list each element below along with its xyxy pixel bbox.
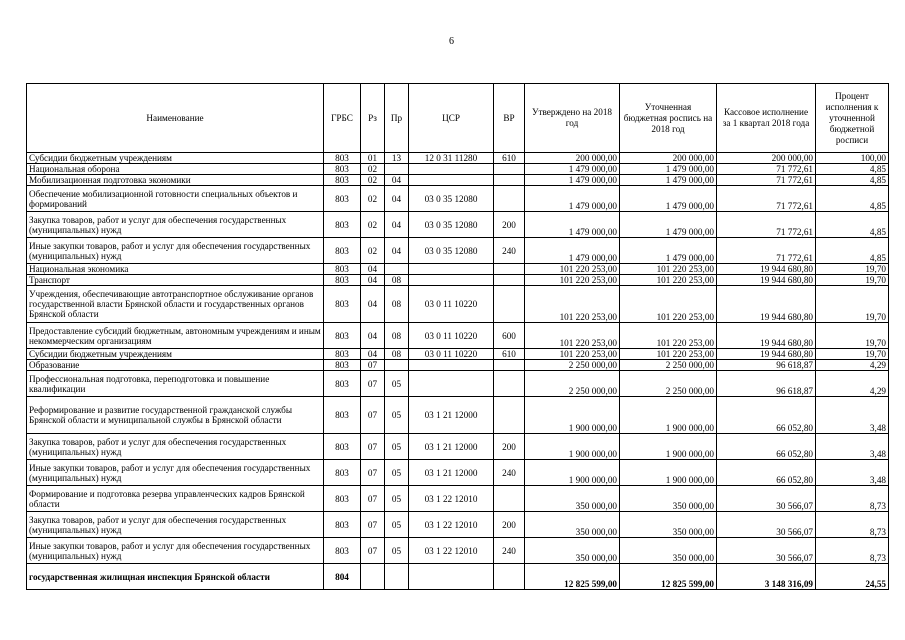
cell-vr — [494, 371, 525, 397]
cell-approved: 1 479 000,00 — [525, 164, 620, 175]
table-row — [27, 564, 889, 590]
cell-vr: 200 — [494, 512, 525, 538]
budget-table — [26, 83, 889, 590]
cell-refined: 1 479 000,00 — [620, 186, 717, 212]
cell-name: Профессиональная подготовка, переподготовка и повышение квалификации — [27, 371, 324, 397]
cell-grbs: 803 — [324, 460, 361, 486]
cell-approved: 101 220 253,00 — [525, 323, 620, 349]
cell-name: Закупка товаров, работ и услуг для обеспечения государственных (муниципальных) нужд — [27, 512, 324, 538]
header-grbs: ГРБС — [324, 84, 361, 153]
cell-vr: 600 — [494, 323, 525, 349]
cell-refined: 1 900 000,00 — [620, 397, 717, 434]
cell-approved: 12 825 599,00 — [525, 564, 620, 590]
cell-rz: 07 — [361, 538, 385, 564]
cell-approved: 1 479 000,00 — [525, 238, 620, 264]
cell-pr: 04 — [385, 186, 409, 212]
cell-percent: 4,85 — [816, 164, 889, 175]
cell-grbs: 803 — [324, 238, 361, 264]
cell-grbs: 803 — [324, 434, 361, 460]
header-row — [27, 84, 889, 153]
cell-grbs: 803 — [324, 275, 361, 286]
cell-csr: 03 0 11 10220 — [409, 323, 494, 349]
cell-approved: 1 900 000,00 — [525, 460, 620, 486]
cell-pr: 05 — [385, 371, 409, 397]
cell-grbs: 803 — [324, 512, 361, 538]
cell-vr — [494, 360, 525, 371]
cell-percent: 19,70 — [816, 275, 889, 286]
cell-approved: 1 479 000,00 — [525, 212, 620, 238]
cell-csr: 03 1 21 12000 — [409, 434, 494, 460]
cell-percent: 4,85 — [816, 238, 889, 264]
cell-name: Закупка товаров, работ и услуг для обеспечения государственных (муниципальных) нужд — [27, 212, 324, 238]
cell-percent: 100,00 — [816, 153, 889, 164]
cell-grbs: 803 — [324, 486, 361, 512]
cell-csr: 03 0 11 10220 — [409, 349, 494, 360]
cell-vr: 240 — [494, 460, 525, 486]
cell-refined: 350 000,00 — [620, 486, 717, 512]
table-row — [27, 238, 889, 264]
cell-refined: 350 000,00 — [620, 512, 717, 538]
cell-percent: 8,73 — [816, 512, 889, 538]
cell-rz: 07 — [361, 486, 385, 512]
cell-grbs: 803 — [324, 153, 361, 164]
cell-rz: 07 — [361, 512, 385, 538]
table-row — [27, 397, 889, 434]
cell-cash: 30 566,07 — [717, 538, 816, 564]
cell-approved: 101 220 253,00 — [525, 349, 620, 360]
cell-approved: 101 220 253,00 — [525, 275, 620, 286]
header-vr: ВР — [494, 84, 525, 153]
cell-name: Предоставление субсидий бюджетным, автономным учреждениям и иным некоммерческим организациям — [27, 323, 324, 349]
cell-vr: 610 — [494, 153, 525, 164]
cell-cash: 30 566,07 — [717, 512, 816, 538]
cell-vr — [494, 486, 525, 512]
cell-rz: 01 — [361, 153, 385, 164]
cell-csr — [409, 360, 494, 371]
cell-name: Закупка товаров, работ и услуг для обеспечения государственных (муниципальных) нужд — [27, 434, 324, 460]
cell-csr: 03 1 21 12000 — [409, 397, 494, 434]
cell-rz: 07 — [361, 360, 385, 371]
header-cash: Кассовое исполнение за 1 квартал 2018 года — [717, 84, 816, 153]
cell-grbs: 803 — [324, 371, 361, 397]
cell-grbs: 803 — [324, 538, 361, 564]
cell-approved: 1 900 000,00 — [525, 397, 620, 434]
cell-vr: 610 — [494, 349, 525, 360]
cell-cash: 200 000,00 — [717, 153, 816, 164]
cell-name: государственная жилищная инспекция Брянской области — [27, 564, 324, 590]
cell-percent: 4,85 — [816, 175, 889, 186]
cell-cash: 96 618,87 — [717, 371, 816, 397]
cell-grbs: 803 — [324, 323, 361, 349]
cell-pr: 05 — [385, 397, 409, 434]
cell-cash: 66 052,80 — [717, 460, 816, 486]
cell-vr — [494, 175, 525, 186]
cell-pr: 08 — [385, 286, 409, 323]
table-row — [27, 460, 889, 486]
cell-rz: 04 — [361, 286, 385, 323]
cell-cash: 71 772,61 — [717, 164, 816, 175]
cell-approved: 1 479 000,00 — [525, 175, 620, 186]
cell-name: Транспорт — [27, 275, 324, 286]
cell-csr: 12 0 31 11280 — [409, 153, 494, 164]
cell-vr — [494, 564, 525, 590]
cell-grbs: 803 — [324, 186, 361, 212]
cell-grbs: 803 — [324, 360, 361, 371]
cell-rz: 02 — [361, 212, 385, 238]
cell-csr — [409, 564, 494, 590]
cell-rz: 07 — [361, 434, 385, 460]
table-row — [27, 360, 889, 371]
cell-percent: 19,70 — [816, 323, 889, 349]
cell-vr — [494, 286, 525, 323]
cell-cash: 19 944 680,80 — [717, 323, 816, 349]
cell-vr — [494, 275, 525, 286]
cell-rz: 04 — [361, 349, 385, 360]
cell-name: Учреждения, обеспечивающие автотранспортное обслуживание органов государственной власти Брянской области и государственных органов Брянской области — [27, 286, 324, 323]
cell-approved: 1 479 000,00 — [525, 186, 620, 212]
cell-pr: 08 — [385, 323, 409, 349]
cell-csr — [409, 164, 494, 175]
cell-csr: 03 0 35 12080 — [409, 238, 494, 264]
cell-approved: 200 000,00 — [525, 153, 620, 164]
cell-grbs: 803 — [324, 175, 361, 186]
cell-cash: 96 618,87 — [717, 360, 816, 371]
cell-approved: 101 220 253,00 — [525, 286, 620, 323]
cell-pr: 05 — [385, 434, 409, 460]
cell-grbs: 803 — [324, 349, 361, 360]
cell-approved: 2 250 000,00 — [525, 371, 620, 397]
cell-percent: 19,70 — [816, 349, 889, 360]
cell-cash: 71 772,61 — [717, 238, 816, 264]
cell-approved: 1 900 000,00 — [525, 434, 620, 460]
cell-pr — [385, 360, 409, 371]
cell-refined: 1 479 000,00 — [620, 238, 717, 264]
cell-rz: 04 — [361, 323, 385, 349]
header-percent: Процент исполнения к уточненной бюджетной росписи — [816, 84, 889, 153]
header-pr: Пр — [385, 84, 409, 153]
table-row — [27, 153, 889, 164]
cell-grbs: 803 — [324, 286, 361, 323]
cell-refined: 200 000,00 — [620, 153, 717, 164]
cell-csr: 03 0 11 10220 — [409, 286, 494, 323]
cell-percent: 4,29 — [816, 371, 889, 397]
table-row — [27, 486, 889, 512]
cell-cash: 3 148 316,09 — [717, 564, 816, 590]
cell-refined: 2 250 000,00 — [620, 360, 717, 371]
cell-cash: 66 052,80 — [717, 397, 816, 434]
cell-cash: 19 944 680,80 — [717, 349, 816, 360]
cell-name: Реформирование и развитие государственной гражданской службы Брянской области и муниципальной службы в Брянской области — [27, 397, 324, 434]
header-approved: Утверждено на 2018 год — [525, 84, 620, 153]
cell-pr: 04 — [385, 175, 409, 186]
cell-percent: 19,70 — [816, 286, 889, 323]
cell-percent: 8,73 — [816, 538, 889, 564]
cell-vr: 200 — [494, 212, 525, 238]
cell-refined: 101 220 253,00 — [620, 264, 717, 275]
cell-csr — [409, 275, 494, 286]
cell-refined: 1 900 000,00 — [620, 434, 717, 460]
cell-vr — [494, 186, 525, 212]
cell-rz: 07 — [361, 397, 385, 434]
cell-percent: 4,29 — [816, 360, 889, 371]
cell-vr — [494, 397, 525, 434]
table-row — [27, 264, 889, 275]
cell-vr — [494, 164, 525, 175]
cell-refined: 12 825 599,00 — [620, 564, 717, 590]
table-row — [27, 434, 889, 460]
table-row — [27, 164, 889, 175]
cell-cash: 19 944 680,80 — [717, 264, 816, 275]
table-row — [27, 286, 889, 323]
cell-percent: 3,48 — [816, 434, 889, 460]
cell-refined: 101 220 253,00 — [620, 349, 717, 360]
cell-refined: 1 479 000,00 — [620, 212, 717, 238]
table-row — [27, 186, 889, 212]
table-row — [27, 538, 889, 564]
cell-cash: 71 772,61 — [717, 175, 816, 186]
cell-pr: 05 — [385, 460, 409, 486]
cell-name: Субсидии бюджетным учреждениям — [27, 153, 324, 164]
cell-approved: 350 000,00 — [525, 486, 620, 512]
cell-percent: 3,48 — [816, 397, 889, 434]
cell-grbs: 803 — [324, 164, 361, 175]
table-row — [27, 323, 889, 349]
cell-pr — [385, 564, 409, 590]
cell-csr: 03 0 35 12080 — [409, 186, 494, 212]
cell-grbs: 803 — [324, 397, 361, 434]
cell-pr: 05 — [385, 512, 409, 538]
table-row — [27, 371, 889, 397]
table-row — [27, 275, 889, 286]
cell-pr: 04 — [385, 212, 409, 238]
cell-refined: 2 250 000,00 — [620, 371, 717, 397]
cell-cash: 66 052,80 — [717, 434, 816, 460]
cell-vr: 240 — [494, 538, 525, 564]
cell-approved: 350 000,00 — [525, 512, 620, 538]
cell-vr — [494, 264, 525, 275]
cell-rz: 07 — [361, 460, 385, 486]
cell-rz: 07 — [361, 371, 385, 397]
cell-refined: 1 479 000,00 — [620, 164, 717, 175]
cell-percent: 3,48 — [816, 460, 889, 486]
cell-vr: 200 — [494, 434, 525, 460]
cell-csr: 03 1 22 12010 — [409, 486, 494, 512]
table-row — [27, 212, 889, 238]
cell-cash: 71 772,61 — [717, 212, 816, 238]
cell-pr: 04 — [385, 238, 409, 264]
cell-refined: 101 220 253,00 — [620, 275, 717, 286]
cell-percent: 4,85 — [816, 186, 889, 212]
page-number: 6 — [449, 36, 454, 47]
cell-cash: 30 566,07 — [717, 486, 816, 512]
cell-rz: 04 — [361, 275, 385, 286]
cell-pr: 05 — [385, 486, 409, 512]
cell-name: Национальная экономика — [27, 264, 324, 275]
header-name: Наименование — [27, 84, 324, 153]
cell-refined: 350 000,00 — [620, 538, 717, 564]
cell-percent: 4,85 — [816, 212, 889, 238]
cell-name: Мобилизационная подготовка экономики — [27, 175, 324, 186]
table-row — [27, 175, 889, 186]
cell-grbs: 804 — [324, 564, 361, 590]
cell-refined: 1 900 000,00 — [620, 460, 717, 486]
header-rz: Рз — [361, 84, 385, 153]
cell-pr — [385, 264, 409, 275]
cell-pr — [385, 164, 409, 175]
header-csr: ЦСР — [409, 84, 494, 153]
cell-rz: 04 — [361, 264, 385, 275]
table-row — [27, 349, 889, 360]
cell-name: Обеспечение мобилизационной готовности специальных объектов и формирований — [27, 186, 324, 212]
header-refined: Уточненная бюджетная роспись на 2018 год — [620, 84, 717, 153]
cell-approved: 2 250 000,00 — [525, 360, 620, 371]
cell-name: Иные закупки товаров, работ и услуг для обеспечения государственных (муниципальных) нужд — [27, 538, 324, 564]
cell-csr: 03 0 35 12080 — [409, 212, 494, 238]
cell-name: Иные закупки товаров, работ и услуг для обеспечения государственных (муниципальных) нужд — [27, 460, 324, 486]
table-row — [27, 512, 889, 538]
cell-cash: 71 772,61 — [717, 186, 816, 212]
cell-csr: 03 1 22 12010 — [409, 512, 494, 538]
cell-csr: 03 1 22 12010 — [409, 538, 494, 564]
cell-pr: 13 — [385, 153, 409, 164]
cell-pr: 08 — [385, 275, 409, 286]
cell-cash: 19 944 680,80 — [717, 286, 816, 323]
cell-rz — [361, 564, 385, 590]
cell-refined: 1 479 000,00 — [620, 175, 717, 186]
cell-approved: 101 220 253,00 — [525, 264, 620, 275]
cell-name: Национальная оборона — [27, 164, 324, 175]
cell-percent: 8,73 — [816, 486, 889, 512]
cell-cash: 19 944 680,80 — [717, 275, 816, 286]
cell-grbs: 803 — [324, 212, 361, 238]
cell-pr: 08 — [385, 349, 409, 360]
cell-csr — [409, 264, 494, 275]
cell-rz: 02 — [361, 186, 385, 212]
cell-percent: 19,70 — [816, 264, 889, 275]
cell-name: Формирование и подготовка резерва управленческих кадров Брянской области — [27, 486, 324, 512]
cell-refined: 101 220 253,00 — [620, 286, 717, 323]
cell-name: Иные закупки товаров, работ и услуг для обеспечения государственных (муниципальных) нужд — [27, 238, 324, 264]
cell-vr: 240 — [494, 238, 525, 264]
cell-csr: 03 1 21 12000 — [409, 460, 494, 486]
cell-csr — [409, 371, 494, 397]
cell-percent: 24,55 — [816, 564, 889, 590]
cell-csr — [409, 175, 494, 186]
cell-rz: 02 — [361, 164, 385, 175]
cell-name: Субсидии бюджетным учреждениям — [27, 349, 324, 360]
cell-approved: 350 000,00 — [525, 538, 620, 564]
cell-rz: 02 — [361, 238, 385, 264]
cell-pr: 05 — [385, 538, 409, 564]
cell-rz: 02 — [361, 175, 385, 186]
cell-name: Образование — [27, 360, 324, 371]
cell-refined: 101 220 253,00 — [620, 323, 717, 349]
cell-grbs: 803 — [324, 264, 361, 275]
